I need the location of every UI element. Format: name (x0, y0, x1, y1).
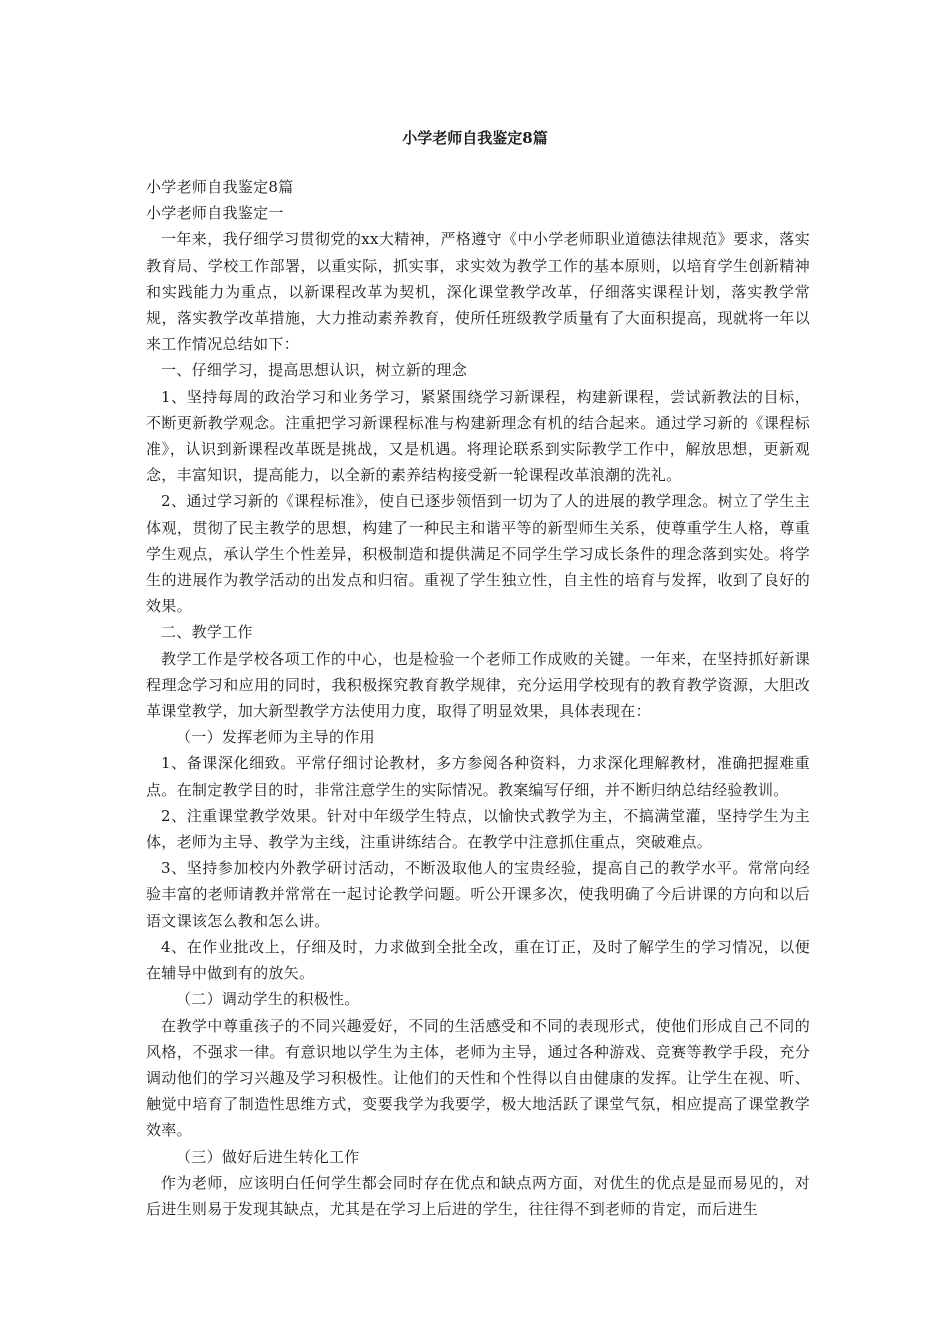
heading-1: 一、仔细学习，提高思想认识，树立新的理念 (161, 361, 468, 380)
subheading-2-1: （一）发挥老师为主导的作用 (176, 728, 375, 747)
section-title: 小学老师自我鉴定一 (146, 204, 284, 223)
paragraph-2-3: 作为老师，应该明白任何学生都会同时存在优点和缺点两方面，对优生的优点是显而易见的，对后进生则易于发现其缺点，尤其是在学习上后进的学生，往往得不到老师的肯定，而后进生 (146, 1173, 810, 1218)
paragraph-2-intro: 教学工作是学校各项工作的中心，也是检验一个老师工作成败的关键。一年来，在坚持抓好新课程理念学习和应用的同时，我积极探究教育教学规律，充分运用学校现有的教育教学资源，大胆改革课堂教学，加大新型教学方法使用力度，取得了明显效果，具体表现在： (146, 649, 810, 721)
paragraph-2-2: 在教学中尊重孩子的不同兴趣爱好，不同的生活感受和不同的表现形式，使他们形成自己不同的风格，不强求一律。有意识地以学生为主体，老师为主导，通过各种游戏、竞赛等教学手段，充分调动他们的学习兴趣及学习积极性。让他们的天性和个性得以自由健康的发挥。让学生在视、听、触觉中培育了制造性思维方式，变要我学为我要学，极大地活跃了课堂气氛，相应提高了课堂教学效率。 (146, 1016, 810, 1140)
subheading-2-3: （三）做好后进生转化工作 (176, 1147, 360, 1166)
paragraph-2-1-2: 2、注重课堂教学效果。针对中年级学生特点，以愉快式教学为主，不搞满堂灌，坚持学生为主体，老师为主导、教学为主线，注重讲练结合。在教学中注意抓住重点，突破难点。 (146, 806, 810, 852)
paragraph-2-1-1: 1、备课深化细致。平常仔细讨论教材，多方参阅各种资料，力求深化理解教材，准确把握难重点。在制定教学目的时，非常注意学生的实际情况。教案编写仔细，并不断归纳总结经验教训。 (146, 754, 810, 799)
heading-2: 二、教学工作 (161, 623, 253, 642)
paragraph-2-1-3: 3、坚持参加校内外教学研讨活动，不断汲取他人的宝贵经验，提高自己的教学水平。常常向经验丰富的老师请教并常常在一起讨论教学问题。听公开课多次，使我明确了今后讲课的方向和以后语文课该怎么教和怎么讲。 (146, 859, 810, 930)
document-title: 小学老师自我鉴定8篇 (402, 129, 548, 147)
paragraph-1-2: 2、通过学习新的《课程标准》，使自已逐步领悟到一切为了人的进展的教学理念。树立了学生主体观，贯彻了民主教学的思想，构建了一种民主和谐平等的新型师生关系，使尊重学生人格，尊重学生观点，承认学生个性差异，积极制造和提供满足不同学生学习成长条件的理念落到实处。将学生的进展作为教学活动的出发点和归宿。重视了学生独立性，自主性的培育与发挥，收到了良好的效果。 (146, 492, 810, 616)
document-body (146, 174, 810, 1222)
subheading-2-2: （二）调动学生的积极性。 (176, 990, 360, 1009)
paragraph-2-1-4: 4、在作业批改上，仔细及时，力求做到全批全改，重在订正，及时了解学生的学习情况，以便在辅导中做到有的放矢。 (146, 937, 810, 983)
paragraph-1-1: 1、坚持每周的政治学习和业务学习，紧紧围绕学习新课程，构建新课程，尝试新教法的目标，不断更新教学观念。注重把学习新课程标准与构建新理念有机的结合起来。通过学习新的《课程标准》，认识到新课程改革既是挑战，又是机遇。将理论联系到实际教学工作中，解放思想，更新观念，丰富知识，提高能力，以全新的素养结构接受新一轮课程改革浪潮的洗礼。 (146, 387, 810, 485)
document-subtitle: 小学老师自我鉴定8篇 (146, 178, 294, 196)
paragraph-intro: 一年来，我仔细学习贯彻党的xx大精神，严格遵守《中小学老师职业道德法律规范》要求，落实教育局、学校工作部署，以重实际，抓实事，求实效为教学工作的基本原则，以培育学生创新精神和实践能力为重点，以新课程改革为契机，深化课堂教学改革，仔细落实课程计划，落实教学常规，落实教学改革措施，大力推动素养教育，使所任班级教学质量有了大面积提高，现就将一年以来工作情况总结如下： (146, 230, 810, 354)
